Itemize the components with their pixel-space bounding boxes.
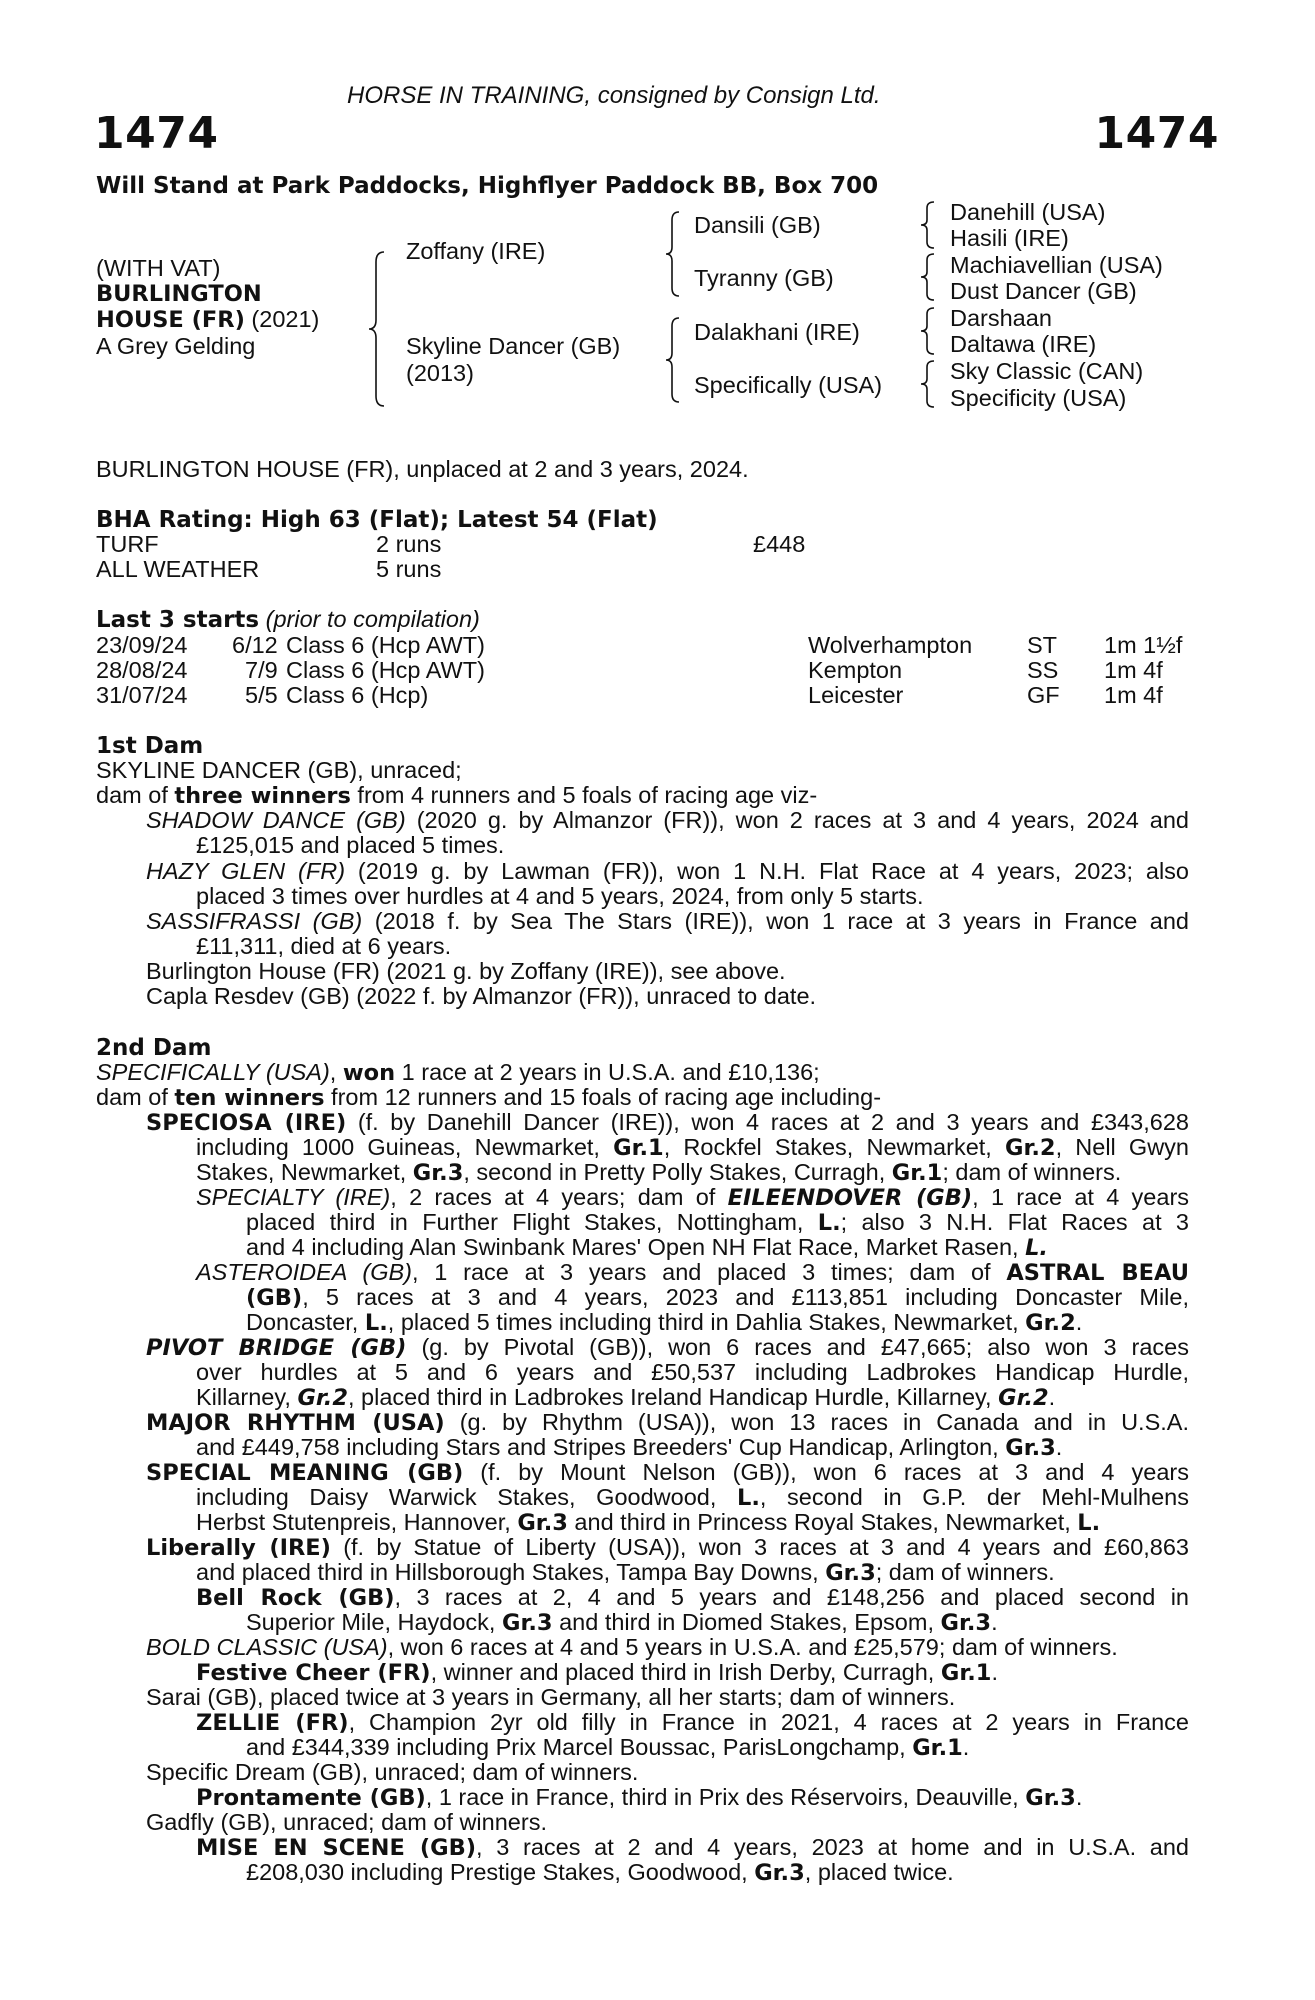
first-dam-line: SKYLINE DANCER (GB), unraced; — [96, 757, 462, 783]
produce-asteroidea-cont1: (GB), 5 races at 3 and 4 years, 2023 and £113,851 including Doncaster Mile, — [246, 1284, 1189, 1311]
produce-specialty-cont2: and 4 including Alan Swinbank Mares' Open NH Flat Race, Market Rasen, L. — [246, 1234, 1048, 1261]
produce-speciosa-cont2: Stakes, Newmarket, Gr.3, second in Pretty Polly Stakes, Curragh, Gr.1; dam of winners. — [196, 1159, 1122, 1186]
race-date: 31/07/24 — [96, 682, 188, 708]
second-dam-line: SPECIFICALLY (USA), won 1 race at 2 years in U.S.A. and £10,136; — [96, 1059, 820, 1086]
pedigree-g4: Dust Dancer (GB) — [950, 278, 1137, 304]
second-dam-produce-line: dam of ten winners from 12 runners and 15 foals of racing age including- — [96, 1084, 882, 1111]
race-going: SS — [1027, 657, 1059, 683]
lot-number-right: 1474 — [1094, 108, 1219, 159]
racing-summary: BURLINGTON HOUSE (FR), unplaced at 2 and 3 years, 2024. — [96, 456, 749, 482]
pedigree-brace-dam — [663, 316, 683, 404]
pedigree-g5: Darshaan — [950, 305, 1052, 331]
produce-sassifrassi-cont: £11,311, died at 6 years. — [196, 933, 452, 959]
produce-sarai: Sarai (GB), placed twice at 3 years in Germany, all her starts; dam of winners. — [146, 1684, 956, 1710]
produce-speciosa: SPECIOSA (IRE) (f. by Danehill Dancer (IRE)), won 4 races at 2 and 3 years and £343,628 — [146, 1109, 1189, 1136]
produce-hazy-glen: HAZY GLEN (FR) (2019 g. by Lawman (FR)), won 1 N.H. Flat Race at 4 years, 2023; also — [146, 858, 1189, 884]
produce-liberally: Liberally (IRE) (f. by Statue of Liberty (USA)), won 3 races at 3 and 4 years and £60,863 — [146, 1534, 1189, 1561]
pedigree-brace-g4 — [918, 359, 938, 409]
lot-number-left: 1474 — [94, 108, 219, 159]
produce-pivot-bridge-cont2: Killarney, Gr.2, placed third in Ladbrokes Ireland Handicap Hurdle, Killarney, Gr.2. — [196, 1384, 1056, 1411]
vat-status: (WITH VAT) — [96, 255, 221, 281]
produce-mise-en-scene-cont: £208,030 including Prestige Stakes, Goodwood, Gr.3, placed twice. — [246, 1859, 954, 1886]
produce-speciosa-cont1: including 1000 Guineas, Newmarket, Gr.1, Rockfel Stakes, Newmarket, Gr.2, Nell Gwyn — [196, 1134, 1189, 1161]
pedigree-g8: Specificity (USA) — [950, 385, 1127, 411]
produce-asteroidea: ASTEROIDEA (GB), 1 race at 3 years and placed 3 times; dam of ASTRAL BEAU — [196, 1259, 1189, 1286]
race-row — [96, 658, 187, 684]
produce-zellie-cont: and £344,339 including Prix Marcel Boussac, ParisLongchamp, Gr.1. — [246, 1734, 970, 1761]
produce-bell-rock-cont: Superior Mile, Haydock, Gr.3 and third in Diomed Stakes, Epsom, Gr.3. — [246, 1609, 998, 1636]
pedigree-g2: Hasili (IRE) — [950, 225, 1069, 251]
produce-festive-cheer: Festive Cheer (FR), winner and placed third in Irish Derby, Curragh, Gr.1. — [196, 1659, 998, 1686]
pedigree-g6: Daltawa (IRE) — [950, 331, 1097, 357]
produce-specialty-cont1: placed third in Further Flight Stakes, Nottingham, L.; also 3 N.H. Flat Races at 3 — [246, 1209, 1189, 1236]
pedigree-g1: Danehill (USA) — [950, 199, 1106, 225]
race-course: Leicester — [808, 682, 904, 708]
race-class: Class 6 (Hcp AWT) — [286, 657, 485, 683]
last-starts-heading — [96, 607, 480, 634]
produce-bell-rock: Bell Rock (GB), 3 races at 2, 4 and 5 years and £148,256 and placed second in — [196, 1584, 1189, 1611]
race-course: Kempton — [808, 657, 903, 683]
produce-major-rhythm: MAJOR RHYTHM (USA) (g. by Rhythm (USA)), won 13 races in Canada and in U.S.A. — [146, 1409, 1189, 1436]
pedigree-brace-main — [366, 250, 388, 408]
pedigree-dam-dam: Specifically (USA) — [694, 372, 883, 398]
produce-pivot-bridge: PIVOT BRIDGE (GB) (g. by Pivotal (GB)), won 6 races and £47,665; also won 3 races — [146, 1334, 1189, 1361]
pedigree-brace-sire — [663, 210, 683, 298]
last-starts-title: Last 3 starts — [96, 607, 260, 633]
race-position: 6/12 — [232, 632, 278, 658]
pedigree-dam-sire: Dalakhani (IRE) — [694, 319, 860, 345]
turf-earnings: £448 — [753, 531, 806, 557]
produce-bold-classic: BOLD CLASSIC (USA), won 6 races at 4 and 5 years in U.S.A. and £25,579; dam of winners. — [146, 1634, 1118, 1660]
race-distance: 1m 4f — [1104, 682, 1163, 708]
produce-special-meaning-cont2: Herbst Stutenpreis, Hannover, Gr.3 and third in Princess Royal Stakes, Newmarket, L. — [196, 1509, 1101, 1536]
pedigree-brace-g3 — [918, 306, 938, 356]
all-weather-label: ALL WEATHER — [96, 556, 260, 582]
produce-shadow-dance-cont: £125,015 and placed 5 times. — [196, 832, 505, 858]
race-date: 28/08/24 — [96, 657, 188, 683]
horse-year: (2021) — [244, 306, 320, 332]
race-class: Class 6 (Hcp) — [286, 682, 429, 708]
produce-special-meaning: SPECIAL MEANING (GB) (f. by Mount Nelson (GB)), won 6 races at 3 and 4 years — [146, 1459, 1190, 1486]
race-row — [96, 633, 187, 659]
produce-zellie: ZELLIE (FR), Champion 2yr old filly in France in 2021, 4 races at 2 years in France — [196, 1709, 1190, 1736]
race-going: ST — [1027, 632, 1058, 658]
turf-runs: 2 runs — [376, 531, 442, 557]
produce-prontamente: Prontamente (GB), 1 race in France, third in Prix des Réservoirs, Deauville, Gr.3. — [196, 1784, 1083, 1811]
race-going: GF — [1027, 682, 1060, 708]
produce-special-meaning-cont1: including Daisy Warwick Stakes, Goodwood, L., second in G.P. der Mehl-Mulhens — [196, 1484, 1189, 1511]
produce-capla-resdev: Capla Resdev (GB) (2022 f. by Almanzor (FR)), unraced to date. — [146, 983, 817, 1009]
produce-sassifrassi: SASSIFRASSI (GB) (2018 f. by Sea The Stars (IRE)), won 1 race at 3 years in France and — [146, 908, 1189, 934]
produce-asteroidea-cont2: Doncaster, L., placed 5 times including third in Dahlia Stakes, Newmarket, Gr.2. — [246, 1309, 1083, 1336]
race-date: 23/09/24 — [96, 632, 188, 658]
race-class: Class 6 (Hcp AWT) — [286, 632, 485, 658]
pedigree-brace-g1 — [918, 200, 938, 250]
produce-specialty: SPECIALTY (IRE), 2 races at 4 years; dam of EILEENDOVER (GB), 1 race at 4 years — [196, 1184, 1190, 1211]
race-distance: 1m 1½f — [1104, 632, 1183, 658]
produce-pivot-bridge-cont1: over hurdles at 5 and 6 years and £50,537 including Ladbrokes Handicap Hurdle, — [196, 1359, 1189, 1385]
horse-name-line2-wrap — [96, 307, 319, 334]
pedigree-g3: Machiavellian (USA) — [950, 252, 1163, 278]
horse-name-line2: HOUSE (FR) — [96, 307, 245, 333]
last-starts-note: (prior to compilation) — [259, 606, 480, 632]
first-dam-produce-line: dam of three winners from 4 runners and 5 foals of racing age viz- — [96, 782, 818, 809]
first-dam-title: 1st Dam — [96, 733, 204, 759]
winners-count: three winners — [174, 783, 351, 809]
produce-hazy-glen-cont: placed 3 times over hurdles at 4 and 5 years, 2024, from only 5 starts. — [196, 883, 924, 909]
pedigree-sire-dam: Tyranny (GB) — [694, 265, 834, 291]
consignment-heading: HORSE IN TRAINING, consigned by Consign Ltd. — [347, 82, 881, 109]
pedigree-g7: Sky Classic (CAN) — [950, 358, 1144, 384]
produce-liberally-cont: and placed third in Hillsborough Stakes, Tampa Bay Downs, Gr.3; dam of winners. — [196, 1559, 1055, 1586]
pedigree-brace-g2 — [918, 252, 938, 302]
horse-description: A Grey Gelding — [96, 333, 256, 359]
pedigree-sire: Zoffany (IRE) — [406, 238, 546, 264]
turf-label: TURF — [96, 531, 159, 557]
pedigree-dam-year: (2013) — [406, 360, 474, 386]
bha-rating-title: BHA Rating: High 63 (Flat); Latest 54 (Flat) — [96, 507, 658, 533]
produce-gadfly: Gadfly (GB), unraced; dam of winners. — [146, 1809, 547, 1835]
stabling-location: Will Stand at Park Paddocks, Highflyer Paddock BB, Box 700 — [96, 173, 879, 199]
produce-burlington-house: Burlington House (FR) (2021 g. by Zoffany (IRE)), see above. — [146, 958, 786, 984]
pedigree-sire-sire: Dansili (GB) — [694, 212, 821, 238]
race-distance: 1m 4f — [1104, 657, 1163, 683]
all-weather-runs: 5 runs — [376, 556, 442, 582]
produce-shadow-dance: SHADOW DANCE (GB) (2020 g. by Almanzor (FR)), won 2 races at 3 and 4 years, 2024 and — [146, 807, 1189, 833]
race-row — [96, 683, 187, 709]
second-dam-title: 2nd Dam — [96, 1035, 212, 1061]
race-position: 7/9 — [245, 657, 278, 683]
horse-name-line1: BURLINGTON — [96, 281, 262, 307]
produce-specific-dream: Specific Dream (GB), unraced; dam of winners. — [146, 1759, 639, 1785]
race-position: 5/5 — [245, 682, 278, 708]
race-course: Wolverhampton — [808, 632, 973, 658]
produce-major-rhythm-cont: and £449,758 including Stars and Stripes Breeders' Cup Handicap, Arlington, Gr.3. — [196, 1434, 1063, 1461]
pedigree-dam: Skyline Dancer (GB) — [406, 333, 621, 359]
produce-mise-en-scene: MISE EN SCENE (GB), 3 races at 2 and 4 years, 2023 at home and in U.S.A. and — [196, 1834, 1190, 1861]
